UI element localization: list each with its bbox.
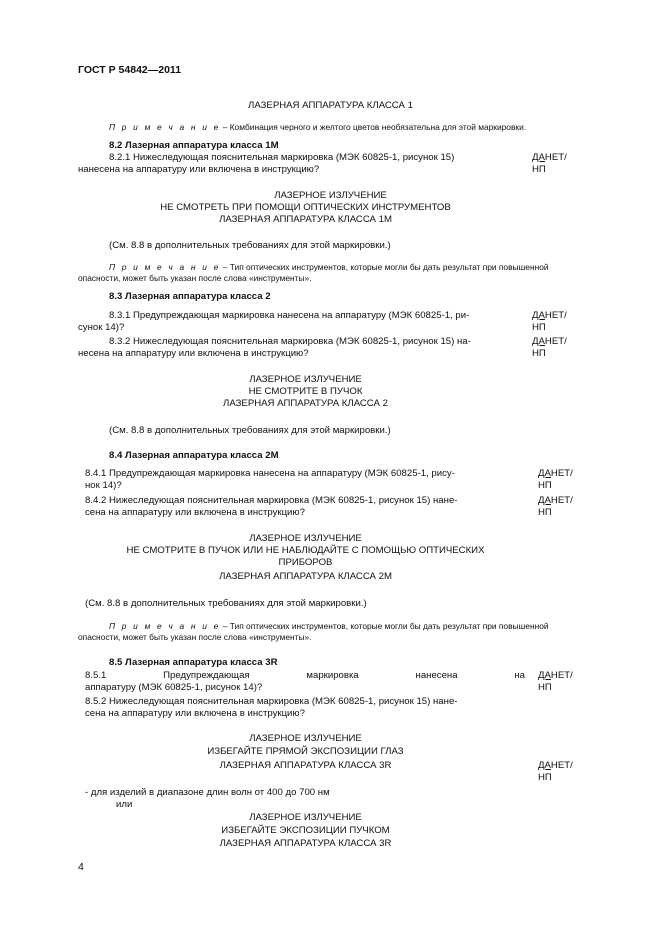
warning-line: НЕ СМОТРИТЕ В ПУЧОК	[248, 386, 363, 397]
note-label: П р и м е ч а н и е	[109, 122, 221, 132]
clause-8-3-2-line1: 8.3.2 Нижеследующая пояснительная маркировка (МЭК 60825-1, рисунок 15) на-	[109, 336, 471, 347]
warning-line: ИЗБЕГАЙТЕ ПРЯМОЙ ЭКСПОЗИЦИИ ГЛАЗ	[207, 746, 404, 757]
note-text: – Комбинация черного и желтого цветов необязательна для этой маркировки.	[220, 122, 527, 132]
answer-options	[538, 495, 573, 507]
clause-8-3-2-line2: несена на аппаратуру или включена в инструкцию?	[78, 348, 309, 359]
answer-yes: ДА	[538, 670, 551, 681]
see-reference: (См. 8.8 в дополнительных требованиях для этой маркировки.)	[109, 240, 391, 251]
wavelength-range: - для изделий в диапазоне длин волн от 400 до 700 нм	[85, 787, 330, 798]
warning-line: ЛАЗЕРНОЕ ИЗЛУЧЕНИЕ	[249, 374, 362, 385]
warning-line: ЛАЗЕРНОЕ ИЗЛУЧЕНИЕ	[249, 533, 362, 544]
answer-no: НЕТ/	[550, 495, 573, 506]
answer-options	[532, 336, 567, 348]
warning-line: ПРИБОРОВ	[278, 557, 333, 568]
note-label: П р и м е ч а н и е	[109, 262, 221, 272]
section-title-8-4: 8.4 Лазерная аппаратура класса 2М	[109, 450, 279, 461]
document-header: ГОСТ Р 54842—2011	[78, 64, 182, 76]
word: 8.5.1	[85, 670, 107, 681]
answer-no: НЕТ/	[550, 468, 573, 479]
answer-no: НЕТ/	[544, 310, 567, 321]
word: нанесена	[415, 670, 458, 681]
answer-options	[532, 152, 567, 164]
answer-options	[538, 760, 573, 772]
clause-8-4-1-line1: 8.4.1 Предупреждающая маркировка нанесена на аппаратуру (МЭК 60825-1, рису-	[85, 468, 455, 479]
see-reference: (См. 8.8 в дополнительных требованиях для этой маркировки.)	[109, 425, 391, 436]
section-title-8-3: 8.3 Лазерная аппаратура класса 2	[109, 291, 271, 302]
warning-line: ЛАЗЕРНАЯ АППАРАТУРА КЛАССА 2	[223, 398, 388, 409]
clause-8-4-1-line2: нок 14)?	[85, 480, 122, 491]
page-number: 4	[78, 861, 84, 873]
note-text: – Тип оптических инструментов, которые могли бы дать результат при повышенной	[220, 621, 549, 631]
note-8-2-line2: опасности, может быть указан после слова «инструменты».	[78, 273, 312, 283]
warning-line: ЛАЗЕРНОЕ ИЗЛУЧЕНИЕ	[274, 190, 387, 201]
answer-na: НП	[538, 507, 552, 518]
warning-line: ЛАЗЕРНОЕ ИЗЛУЧЕНИЕ	[249, 733, 362, 744]
clause-8-3-1-line1: 8.3.1 Предупреждающая маркировка нанесена на аппаратуру (МЭК 60825-1, ри-	[109, 310, 470, 321]
clause-8-5-2-line1: 8.5.2 Нижеследующая пояснительная маркировка (МЭК 60825-1, рисунок 15) нане-	[85, 696, 458, 707]
warning-label-class1: ЛАЗЕРНАЯ АППАРАТУРА КЛАССА 1	[248, 100, 413, 111]
note-class1	[109, 121, 526, 133]
answer-na: НП	[532, 164, 546, 175]
answer-no: НЕТ/	[544, 336, 567, 347]
warning-line: ЛАЗЕРНОЕ ИЗЛУЧЕНИЕ	[249, 812, 362, 823]
clause-8-4-2-line2: сена на аппаратуру или включена в инструкцию?	[85, 507, 305, 518]
answer-yes: ДА	[538, 495, 551, 506]
answer-yes: ДА	[538, 468, 551, 479]
clause-8-5-1-line1	[85, 670, 525, 682]
section-title-8-2: 8.2 Лазерная аппаратура класса 1М	[109, 140, 279, 151]
warning-line: ЛАЗЕРНАЯ АППАРАТУРА КЛАССА 3R	[219, 838, 392, 849]
or-text: или	[116, 799, 133, 810]
answer-no: НЕТ/	[544, 152, 567, 163]
answer-na: НП	[532, 348, 546, 359]
warning-line: НЕ СМОТРИТЕ В ПУЧОК ИЛИ НЕ НАБЛЮДАЙТЕ С ПОМОЩЬЮ ОПТИЧЕСКИХ	[126, 545, 485, 556]
clause-8-2-1-line1: 8.2.1 Нижеследующая пояснительная маркировка (МЭК 60825-1, рисунок 15)	[109, 152, 455, 163]
answer-na: НП	[538, 772, 552, 783]
warning-line: ЛАЗЕРНАЯ АППАРАТУРА КЛАССА 1М	[219, 214, 392, 225]
clause-8-3-1-line2: сунок 14)?	[78, 322, 125, 333]
answer-no: НЕТ/	[550, 760, 573, 771]
answer-yes: ДА	[532, 152, 545, 163]
word: Предупреждающая	[163, 670, 250, 681]
answer-options	[532, 310, 567, 322]
word: на	[514, 670, 525, 681]
warning-line: ИЗБЕГАЙТЕ ЭКСПОЗИЦИИ ПУЧКОМ	[221, 825, 390, 836]
answer-yes: ДА	[532, 336, 545, 347]
note-text: – Тип оптических инструментов, которые могли бы дать результат при повышенной	[220, 262, 549, 272]
see-reference: (См. 8.8 в дополнительных требованиях для этой маркировки.)	[85, 598, 367, 609]
clause-8-2-1-line2: нанесена на аппаратуру или включена в инструкцию?	[78, 164, 320, 175]
answer-yes: ДА	[538, 760, 551, 771]
clause-8-5-2-line2: сена на аппаратуру или включена в инструкцию?	[85, 708, 305, 719]
answer-options	[538, 670, 573, 682]
clause-8-4-2-line1: 8.4.2 Нижеследующая пояснительная маркировка (МЭК 60825-1, рисунок 15) нане-	[85, 495, 458, 506]
answer-na: НП	[538, 682, 552, 693]
section-title-8-5: 8.5 Лазерная аппаратура класса 3R	[109, 657, 278, 668]
warning-line: ЛАЗЕРНАЯ АППАРАТУРА КЛАССА 3R	[219, 760, 392, 771]
answer-options	[538, 468, 573, 480]
warning-line: ЛАЗЕРНАЯ АППАРАТУРА КЛАССА 2М	[219, 571, 392, 582]
answer-yes: ДА	[532, 310, 545, 321]
note-8-4-line2: опасности, может быть указан после слова «инструменты».	[78, 632, 312, 642]
answer-na: НП	[532, 322, 546, 333]
clause-8-5-1-line2: аппаратуру (МЭК 60825-1, рисунок 14)?	[85, 682, 263, 693]
word: маркировка	[306, 670, 359, 681]
note-label: П р и м е ч а н и е	[109, 621, 221, 631]
answer-na: НП	[538, 480, 552, 491]
warning-line: НЕ СМОТРЕТЬ ПРИ ПОМОЩИ ОПТИЧЕСКИХ ИНСТРУМЕНТОВ	[160, 202, 451, 213]
answer-no: НЕТ/	[550, 670, 573, 681]
